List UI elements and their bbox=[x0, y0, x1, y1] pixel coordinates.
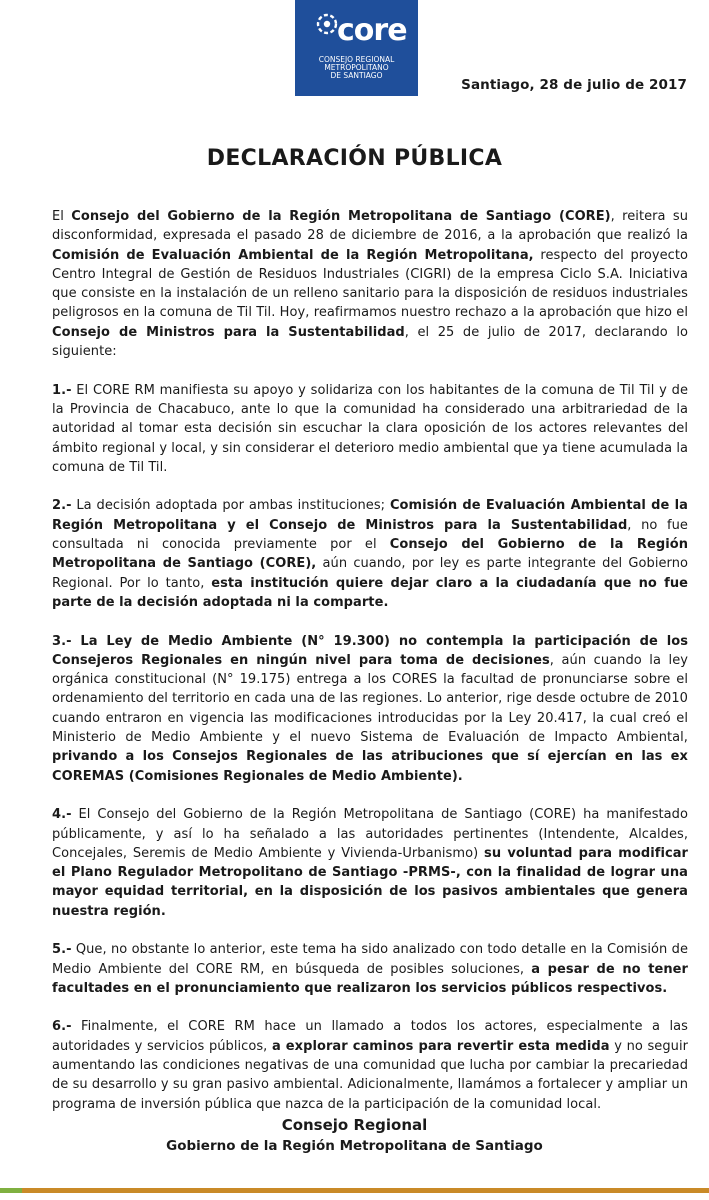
text-run: El bbox=[52, 209, 72, 224]
text-run: El CORE RM manifiesta su apoyo y solidariza con los habitantes de la comuna de Til Til y de la Provincia de Chacabuco, ante lo que la comunidad ha considerado una arbitrariedad de la autoridad al tomar esta decisión sin escuchar la clara oposición de los actores relevantes del ámbito regional y local, y sin considerar el deterioro medio ambiental que ya tiene acumulada la comuna de Til Til. bbox=[52, 382, 688, 475]
footer-color-bar bbox=[0, 1188, 709, 1193]
text-run: , el 25 de julio de 2017, declarando lo siguiente: bbox=[52, 324, 688, 360]
text-run: respecto del proyecto Centro Integral de Gestión de Residuos Industriales (CIGRI) de la empresa Ciclo S.A. Iniciativa que consiste en la instalación de un relleno sanitario para la disposición de residuos industriales peligrosos en la comuna de Til Til. Hoy, reafirmamos nuestro rechazo a la aprobación que hizo el bbox=[52, 247, 688, 321]
text-run: , aún cuando la ley orgánica constitucional (N° 19.175) entrega a los CORES la facultad de pronunciarse sobre el ordenamiento del territorio en cada una de las regiones. Lo anterior, rige desde octubre de 2010 cuando entraron en vigencia las modificaciones introducidas por la Ley 20.417, la cual creó el Ministerio de Medio Ambiente y el nuevo Sistema de Evaluación de Impacto Ambiental, bbox=[52, 652, 688, 746]
core-logo bbox=[295, 0, 418, 96]
footer-accent bbox=[0, 1188, 22, 1193]
bold-text-run: 5.- bbox=[52, 942, 72, 958]
signature-block bbox=[0, 1115, 709, 1157]
text-run: Finalmente, el CORE RM hace un llamado a todos los actores, especialmente a las autoridades y servicios públicos, bbox=[52, 1019, 688, 1054]
bold-text-run: 4.- bbox=[52, 807, 72, 823]
bold-text-run: Comisión de Evaluación Ambiental de la Región Metropolitana, bbox=[52, 247, 534, 263]
text-run: aún cuando, por ley es parte integrante del Gobierno Regional. Por lo tanto, bbox=[52, 556, 688, 591]
signature-organization: Consejo Regional bbox=[281, 1116, 428, 1134]
document-body bbox=[52, 207, 688, 1133]
bold-text-run: 3.- La Ley de Medio Ambiente (N° 19.300) no contempla la participación de los Consejeros Regionales en ningún nivel para toma de decisiones bbox=[52, 633, 688, 668]
point-6-paragraph bbox=[52, 1017, 688, 1113]
text-run: La decisión adoptada por ambas instituciones; bbox=[71, 498, 390, 514]
bold-text-run: Comisión de Evaluación Ambiental de la Región Metropolitana y el Consejo de Ministros para la Sustentabilidad bbox=[52, 498, 688, 533]
text-run: Que, no obstante lo anterior, este tema ha sido analizado con todo detalle en la Comisión de Medio Ambiente del CORE RM, en búsqueda de posibles soluciones, bbox=[52, 942, 688, 977]
point-5-paragraph bbox=[52, 940, 688, 998]
intro-paragraph bbox=[52, 207, 688, 361]
bold-text-run: a explorar caminos para revertir esta medida bbox=[271, 1038, 610, 1054]
point-4-paragraph bbox=[52, 805, 688, 921]
bold-text-run: su voluntad para modificar el Plano Regulador Metropolitano de Santiago -PRMS-, con la finalidad de lograr una mayor equidad territorial, en la disposición de los pasivos ambientales que genera nuestra región. bbox=[52, 845, 688, 919]
bold-text-run: 1.- bbox=[52, 382, 72, 398]
text-run: , no fue consultada ni conocida previamente por el bbox=[52, 517, 688, 553]
point-3-paragraph bbox=[52, 632, 688, 786]
core-star-logo-icon bbox=[315, 12, 339, 36]
point-1-paragraph bbox=[52, 381, 688, 477]
point-2-paragraph bbox=[52, 496, 688, 612]
bold-text-run: a pesar de no tener facultades en el pronunciamiento que realizaron los servicios públicos respectivos. bbox=[52, 961, 688, 996]
document-title: DECLARACIÓN PÚBLICA bbox=[206, 146, 503, 171]
bold-text-run: 2.- bbox=[52, 498, 72, 514]
bold-text-run: 6.- bbox=[52, 1019, 72, 1035]
bold-text-run: Consejo del Gobierno de la Región Metropolitana de Santiago (CORE) bbox=[71, 209, 611, 224]
logo-subtitle-line2: METROPOLITANO bbox=[324, 63, 389, 72]
logo-subtitle-line3: DE SANTIAGO bbox=[330, 71, 383, 80]
signature-government: Gobierno de la Región Metropolitana de Santiago bbox=[166, 1138, 543, 1154]
text-run: , reitera su disconformidad, expresada el pasado 28 de diciembre de 2016, a la aprobación que realizó la bbox=[52, 209, 689, 244]
text-run: El Consejo del Gobierno de la Región Metropolitana de Santiago (CORE) ha manifestado públicamente, y así lo ha señalado a las autoridades pertinentes (Intendente, Alcaldes, Concejales, Seremis de Medio Ambiente y Vivienda-Urbanismo) bbox=[52, 807, 688, 861]
bold-text-run: esta institución quiere dejar claro a la ciudadanía que no fue parte de la decisión adoptada ni la comparte. bbox=[52, 575, 688, 610]
logo-wordmark: core bbox=[337, 13, 407, 48]
logo-subtitle-line1: CONSEJO REGIONAL bbox=[318, 55, 395, 64]
bold-text-run: privando a los Consejos Regionales de las atribuciones que sí ejercían en las ex COREMAS (Comisiones Regionales de Medio Ambiente). bbox=[52, 749, 688, 784]
bold-text-run: Consejo del Gobierno de la Región Metropolitana de Santiago (CORE), bbox=[52, 537, 688, 572]
document-date: Santiago, 28 de julio de 2017 bbox=[461, 77, 687, 93]
text-run: y no seguir aumentando las condiciones negativas de una comunidad que lucha por cambiar la precariedad de su desarrollo y su gran pasivo ambiental. Adicionalmente, llamámos a fortalecer y ampliar un programa de inversión pública que nazca de la participación de la comunidad local. bbox=[52, 1038, 688, 1112]
bold-text-run: Consejo de Ministros para la Sustentabilidad bbox=[52, 324, 405, 340]
